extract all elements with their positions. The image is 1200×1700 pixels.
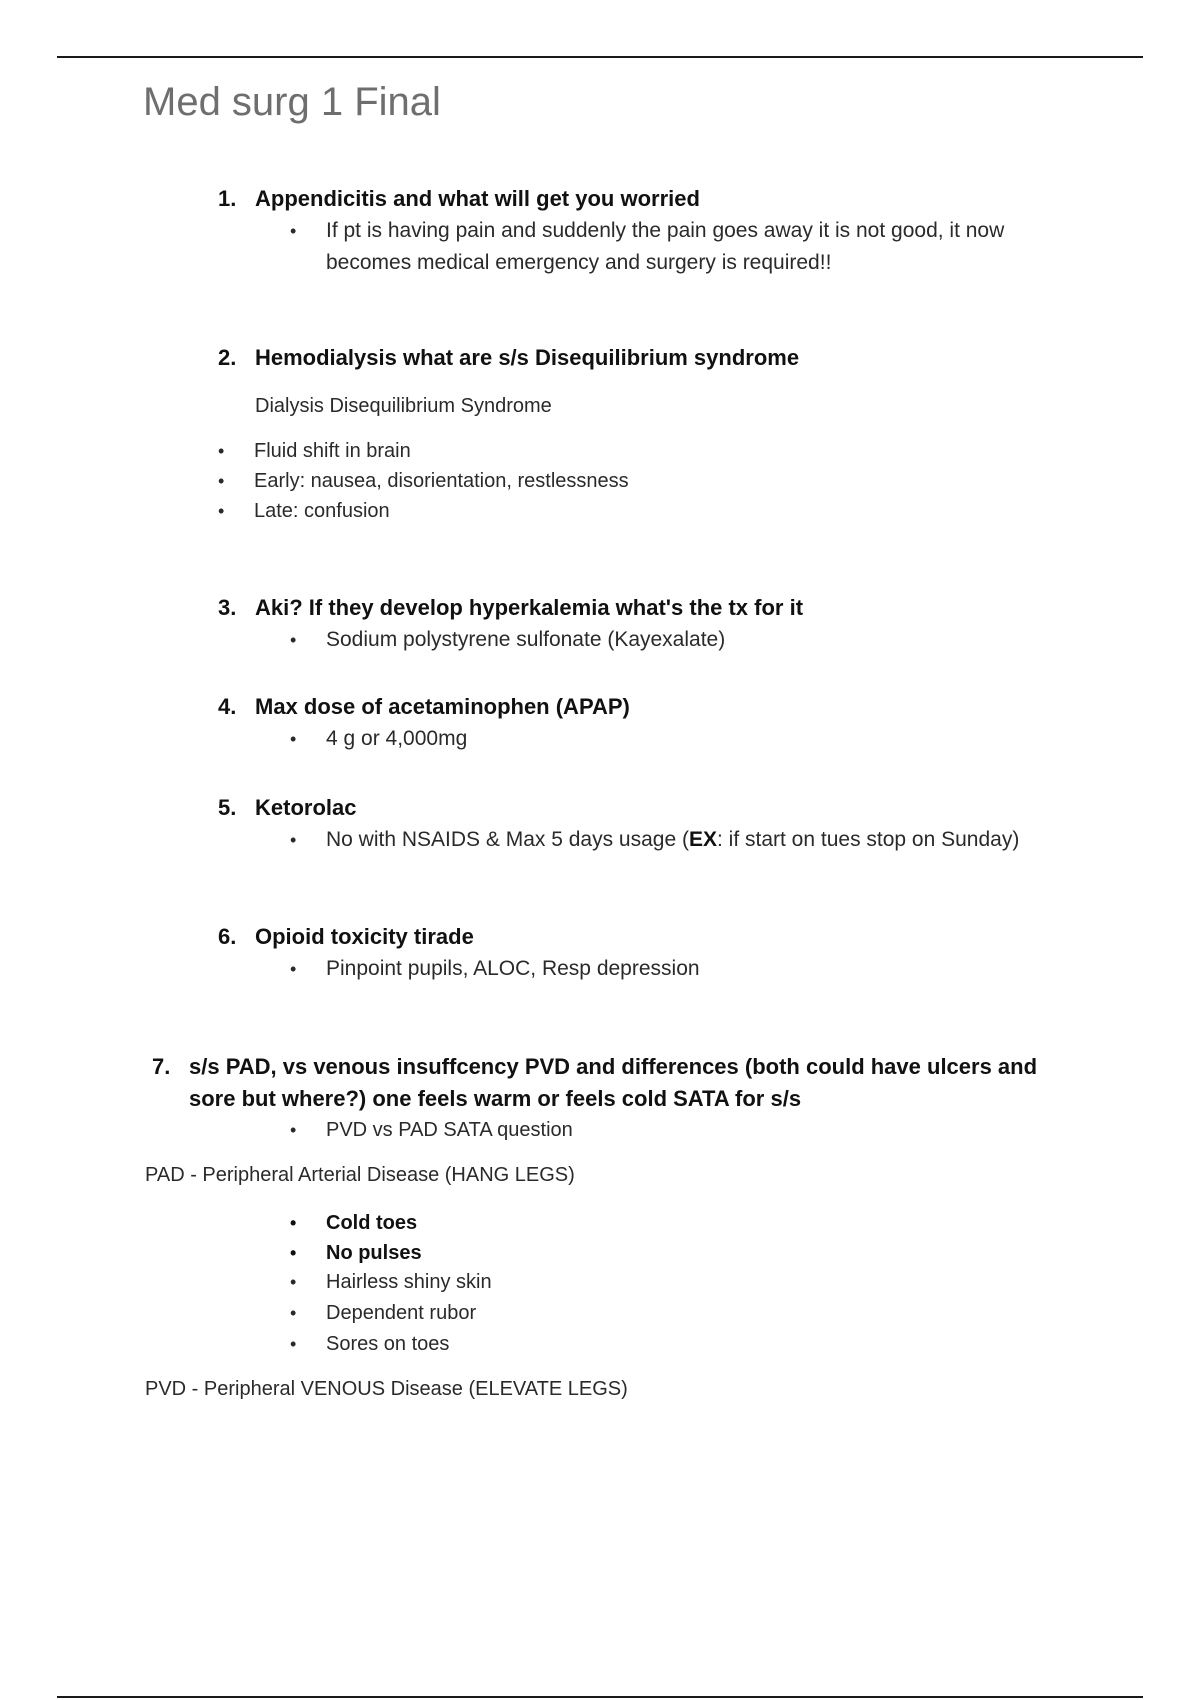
question-text: Hemodialysis what are s/s Disequilibrium syndrome [255, 345, 800, 370]
question-4 [218, 691, 1058, 723]
question-3 [218, 592, 1058, 624]
question-text: Ketorolac [255, 795, 357, 820]
bullet-text: Hairless shiny skin [326, 1271, 492, 1293]
pvd-heading: PVD - Peripheral VENOUS Disease (ELEVATE LEGS) [145, 1378, 628, 1400]
bullet-item [290, 723, 1070, 755]
bullet-item [290, 1239, 990, 1267]
bullet-icon: • [290, 630, 297, 650]
question-number: 2. [218, 345, 237, 370]
bullet-icon: • [290, 1303, 297, 1323]
bullet-text: Pinpoint pupils, ALOC, Resp depression [326, 957, 700, 980]
question-text: Max dose of acetaminophen (APAP) [255, 694, 630, 719]
bullet-text: Early: nausea, disorientation, restlessness [254, 470, 629, 492]
bullet-icon: • [290, 830, 297, 850]
bullet-icon: • [290, 1272, 297, 1292]
top-rule [57, 56, 1143, 58]
bullet-item [290, 1116, 1070, 1144]
bullet-icon: • [290, 1213, 297, 1233]
subheading: Dialysis Disequilibrium Syndrome [255, 395, 552, 417]
bullet-item [218, 497, 1018, 525]
bullet-text: Sodium polystyrene sulfonate (Kayexalate) [326, 628, 726, 651]
question-number: 7. [152, 1054, 171, 1079]
question-text: Appendicitis and what will get you worried [255, 186, 700, 211]
question-5 [218, 792, 1058, 824]
bullet-item [290, 1268, 990, 1296]
bullet-icon: • [290, 959, 297, 979]
question-6 [218, 921, 1058, 953]
bullet-icon: • [290, 729, 297, 749]
bullet-icon: • [290, 1243, 297, 1263]
question-1 [218, 183, 1058, 215]
pad-heading: PAD - Peripheral Arterial Disease (HANG LEGS) [145, 1164, 575, 1186]
bullet-text-example: EX [688, 828, 717, 851]
bottom-rule [57, 1696, 1143, 1698]
bullet-item [290, 1330, 990, 1358]
bullet-icon: • [218, 471, 225, 491]
question-number: 4. [218, 694, 237, 719]
question-number: 5. [218, 795, 237, 820]
bullet-text: Late: confusion [254, 500, 390, 522]
bullet-item [290, 215, 1070, 279]
question-text: Aki? If they develop hyperkalemia what's the tx for it [255, 595, 804, 620]
bullet-icon: • [290, 1120, 297, 1140]
question-number: 1. [218, 186, 237, 211]
bullet-text: Cold toes [326, 1212, 418, 1234]
bullet-item [290, 953, 1070, 985]
bullet-icon: • [290, 1334, 297, 1354]
bullet-text: Sores on toes [326, 1333, 450, 1355]
question-text: Opioid toxicity tirade [255, 924, 474, 949]
bullet-item [290, 624, 1070, 656]
bullet-text: 4 g or 4,000mg [326, 727, 468, 750]
question-number: 6. [218, 924, 237, 949]
question-text: s/s PAD, vs venous insuffcency PVD and differences (both could have ulcers and sore but where?) one feels warm or feels cold SATA for s/s [189, 1054, 1038, 1111]
bullet-item [290, 1299, 990, 1327]
question-7 [152, 1051, 1052, 1115]
bullet-icon: • [290, 221, 297, 241]
bullet-text: If pt is having pain and suddenly the pain goes away it is not good, it now becomes medical emergency and surgery is required!! [326, 219, 1005, 274]
question-number: 3. [218, 595, 237, 620]
bullet-item [218, 437, 1018, 465]
bullet-item [290, 1209, 990, 1237]
bullet-text: No pulses [326, 1242, 422, 1264]
bullet-icon: • [218, 441, 225, 461]
page-title: Med surg 1 Final [143, 80, 441, 124]
bullet-text-post: : if start on tues stop on Sunday) [717, 828, 1020, 851]
bullet-text: Fluid shift in brain [254, 440, 411, 462]
bullet-text-pre: No with NSAIDS & Max 5 days usage ( [326, 828, 689, 851]
bullet-text: PVD vs PAD SATA question [326, 1119, 573, 1141]
bullet-text: Dependent rubor [326, 1302, 477, 1324]
bullet-icon: • [218, 501, 225, 521]
bullet-item [218, 467, 1018, 495]
bullet-item [290, 824, 1090, 856]
question-2 [218, 342, 1058, 374]
bullet-text [290, 824, 1090, 856]
